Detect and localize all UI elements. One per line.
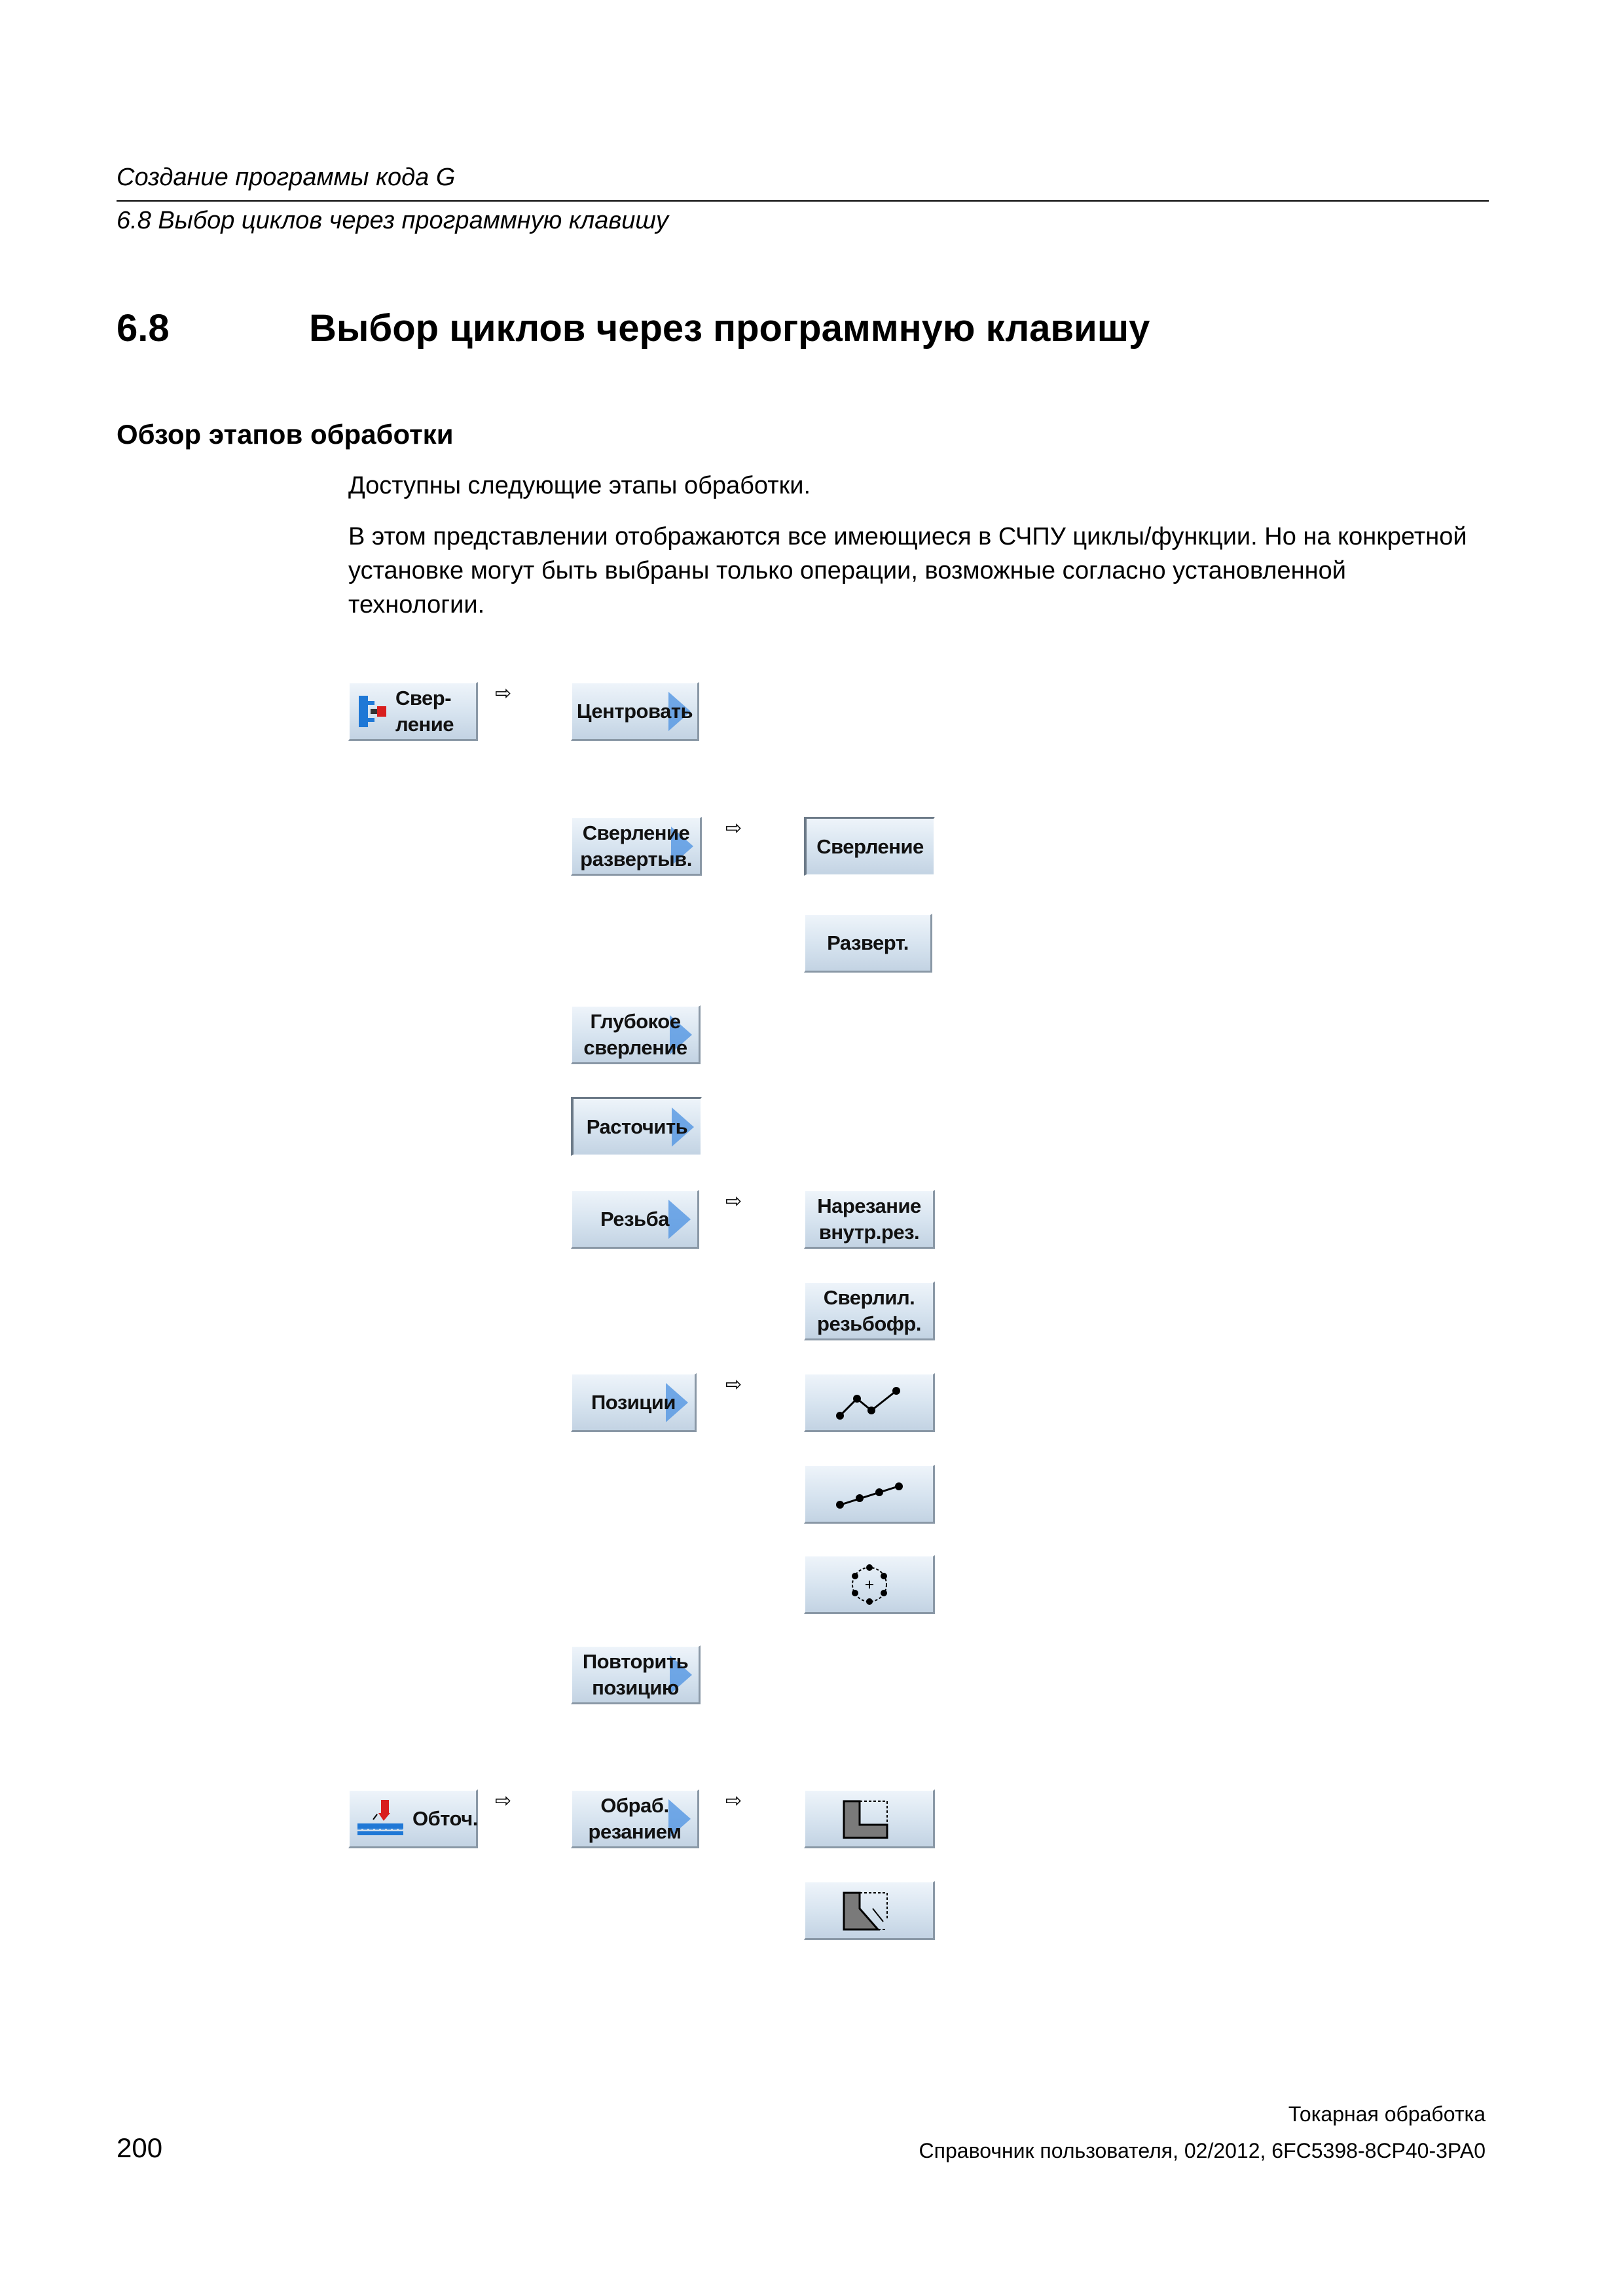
softkey-drilling-label: Свер- ление — [395, 686, 454, 736]
softkey-stock-removal[interactable] — [571, 1789, 699, 1848]
softkey-line-positions[interactable] — [804, 1465, 935, 1524]
softkey-positions[interactable] — [571, 1373, 697, 1432]
softkey-repeat-position[interactable] — [571, 1645, 701, 1704]
softkey-turning-label: Обточ. — [412, 1806, 478, 1830]
softkey-thread[interactable] — [571, 1190, 699, 1249]
softkey-drilling-sub[interactable] — [804, 817, 935, 876]
section-title: Выбор циклов через программную клавишу — [309, 307, 1150, 350]
drilling-tool-icon — [357, 691, 386, 732]
softkey-arbitrary-positions[interactable] — [804, 1373, 935, 1432]
softkey-deep-drilling[interactable] — [571, 1005, 701, 1064]
running-header-section: 6.8 Выбор циклов через программную клавишу — [117, 207, 668, 234]
softkey-reaming-label: Разверт. — [827, 931, 909, 954]
page-number: 200 — [117, 2132, 163, 2163]
softkey-drill-ream[interactable] — [571, 817, 702, 876]
footer-book-title: Токарная обработка — [1288, 2102, 1486, 2126]
softkey-stock-removal-corner[interactable] — [804, 1789, 935, 1848]
softkey-thread-label: Резьба — [600, 1207, 669, 1230]
softkey-centering[interactable] — [571, 682, 699, 741]
softkey-turning[interactable] — [348, 1789, 478, 1848]
softkey-stock-removal-label: Обраб. резанием — [588, 1793, 682, 1843]
softkey-thread-milling-label: Сверлил. резьбофр. — [817, 1285, 921, 1335]
stock-removal-corner-icon — [840, 1797, 899, 1840]
arrow-symbol: ⇨ — [725, 817, 742, 839]
softkey-drilling[interactable] — [348, 682, 478, 741]
softkey-deep-drilling-label: Глубокое сверление — [583, 1009, 687, 1059]
subheading: Обзор этапов обработки — [117, 419, 454, 450]
footer-manual-info: Справочник пользователя, 02/2012, 6FC5398-8CP40-3PA0 — [919, 2139, 1486, 2162]
running-header-chapter: Создание программы кода G — [117, 164, 456, 191]
expand-arrow-icon — [668, 1200, 691, 1239]
arrow-symbol: ⇨ — [725, 1374, 742, 1395]
turning-tool-icon — [357, 1797, 403, 1840]
softkey-boring-label: Расточить — [586, 1115, 688, 1138]
arbitrary-positions-icon — [833, 1383, 905, 1422]
softkey-reaming[interactable] — [804, 914, 932, 973]
line-positions-icon — [833, 1478, 905, 1511]
stock-removal-chamfer-icon — [840, 1889, 899, 1932]
softkey-tapping[interactable] — [804, 1190, 935, 1249]
header-divider — [117, 200, 1489, 202]
softkey-centering-label: Центровать — [576, 699, 693, 723]
softkey-repeat-position-label: Повторить позицию — [582, 1649, 689, 1699]
paragraph-intro: Доступны следующие этапы обработки. — [348, 472, 811, 499]
softkey-boring[interactable] — [571, 1097, 702, 1156]
arrow-symbol: ⇨ — [725, 1790, 742, 1812]
section-number: 6.8 — [117, 307, 170, 350]
softkey-drill-ream-label: Сверление развертыв. — [580, 821, 692, 870]
softkey-tapping-label: Нарезание внутр.рез. — [817, 1194, 921, 1244]
softkey-stock-removal-chamfer[interactable] — [804, 1881, 935, 1940]
softkey-drilling-sub-label: Сверление — [816, 834, 924, 858]
softkey-thread-milling[interactable] — [804, 1282, 935, 1340]
circle-positions-icon — [845, 1560, 894, 1609]
softkey-positions-label: Позиции — [591, 1390, 676, 1414]
arrow-symbol: ⇨ — [495, 683, 512, 704]
arrow-symbol: ⇨ — [495, 1790, 512, 1812]
paragraph-description: В этом представлении отображаются все имеющиеся в СЧПУ циклы/функции. Но на конкретной установке могут быть выбраны только операции, возможные согласно установленной технологии. — [348, 523, 1467, 619]
arrow-symbol: ⇨ — [725, 1191, 742, 1212]
softkey-circle-positions[interactable] — [804, 1555, 935, 1614]
